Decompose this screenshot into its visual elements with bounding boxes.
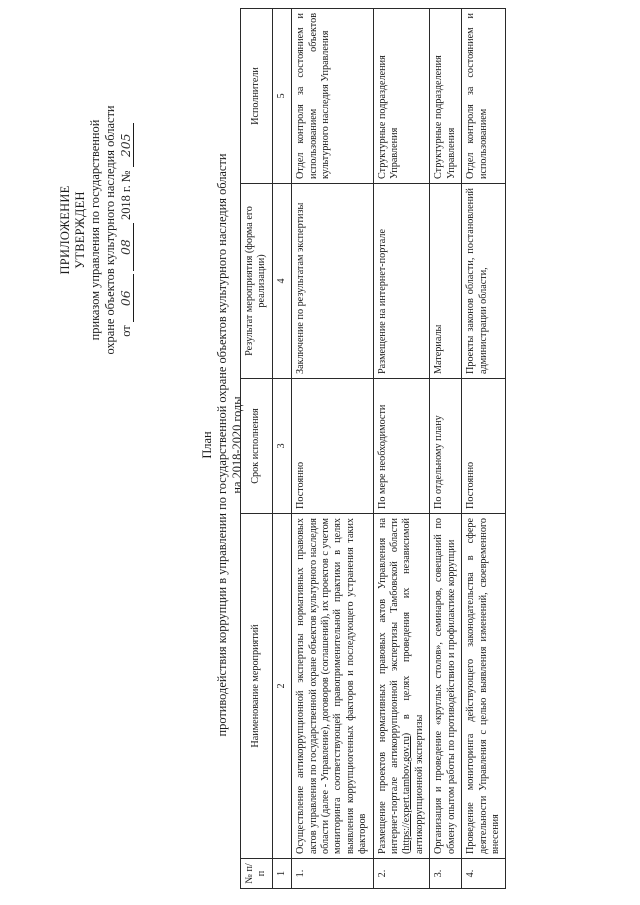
table-header-row: [241, 9, 273, 889]
column-number: 1: [272, 859, 291, 889]
column-number: 5: [272, 9, 291, 184]
header-num: № п/п: [241, 859, 273, 889]
row-num: 3.: [430, 859, 462, 889]
handwritten-day: 06: [118, 274, 134, 322]
plan-title: План: [200, 431, 214, 459]
header-name: Наименование мероприятий: [241, 514, 273, 859]
row-executor: Структурные подразделения Управления: [373, 9, 430, 184]
row-term: Постоянно: [462, 379, 506, 514]
row-executor: Отдел контроля за состоянием и использованием объектов культурного наследия Управления: [292, 9, 373, 184]
row-name: Осуществление антикоррупционной экспертизы нормативных правовых актов управления по государственной охране объектов культурного наследия области (далее - Управление), договоров (соглашений), их проектов с учетом мониторинга соответствующей правоприменительной практики в целях выявления коррупциогенных факторов и последующего устранения таких факторов: [292, 514, 373, 859]
approval-order-line: приказом управления по государственной: [88, 119, 102, 341]
plan-heading: [200, 5, 245, 885]
handwritten-doc-number: 205: [118, 123, 134, 167]
column-number: 2: [272, 514, 291, 859]
approved-label: УТВЕРЖДЕН: [73, 191, 87, 269]
row-result: Заключение по результатам экспертизы: [292, 184, 373, 379]
plan-period: на 2018-2020 годы: [230, 396, 244, 494]
plan-subtitle: противодействия коррупции в управлении по государственной охране объектов культурного наследия области: [215, 153, 229, 737]
row-name: Проведение мониторинга действующего законодательства в сфере деятельности Управления с целью выявления изменений, своевременного внесения: [462, 514, 506, 859]
row-result: Проекты законов области, постановлений администрации области,: [462, 184, 506, 379]
date-year-suffix: 2018 г. №: [119, 170, 133, 220]
row-term: По мере необходимости: [373, 379, 430, 514]
row-name: Организация и проведение «круглых столов», семинаров, совещаний по обмену опытом работы по противодействию и профилактике коррупции: [430, 514, 462, 859]
approval-date-line: [118, 25, 134, 435]
date-prefix: от: [119, 325, 133, 337]
header-executor: Исполнители: [241, 9, 273, 184]
column-number: 4: [272, 184, 291, 379]
approval-authority-line: охране объектов культурного наследия области: [103, 105, 117, 355]
table-row: [462, 9, 506, 889]
row-num: 1.: [292, 859, 373, 889]
table-row: [373, 9, 430, 889]
header-result: Результат мероприятия (форма его реализации): [241, 184, 273, 379]
row-name-text: ) в целях проведения их независимой антикоррупционной экспертизы: [401, 518, 425, 854]
row-executor: Структурные подразделения Управления: [430, 9, 462, 184]
row-num: 4.: [462, 859, 506, 889]
row-term: Постоянно: [292, 379, 373, 514]
header-term: Срок исполнения: [241, 379, 273, 514]
column-number-row: [272, 9, 291, 889]
handwritten-month: 08: [118, 223, 134, 271]
table-row: [430, 9, 462, 889]
column-number: 3: [272, 379, 291, 514]
expert-portal-link[interactable]: https://expert.tambov.gov.ru: [401, 736, 413, 851]
row-name: [373, 514, 430, 859]
table-row: [292, 9, 373, 889]
attachment-label: ПРИЛОЖЕНИЕ: [58, 185, 72, 275]
approval-stamp-block: [58, 25, 134, 435]
row-result: Размещение на интернет-портале: [373, 184, 430, 379]
row-executor: Отдел контроля за состоянием и использованием: [462, 9, 506, 184]
row-result: Материалы: [430, 184, 462, 379]
measures-table: [240, 8, 506, 889]
row-term: По отдельному плану: [430, 379, 462, 514]
row-name-text: Размещение проектов нормативных правовых актов Управления на интернет-портале антикоррупционной экспертизы Тамбовской области (: [376, 518, 413, 854]
row-num: 2.: [373, 859, 430, 889]
